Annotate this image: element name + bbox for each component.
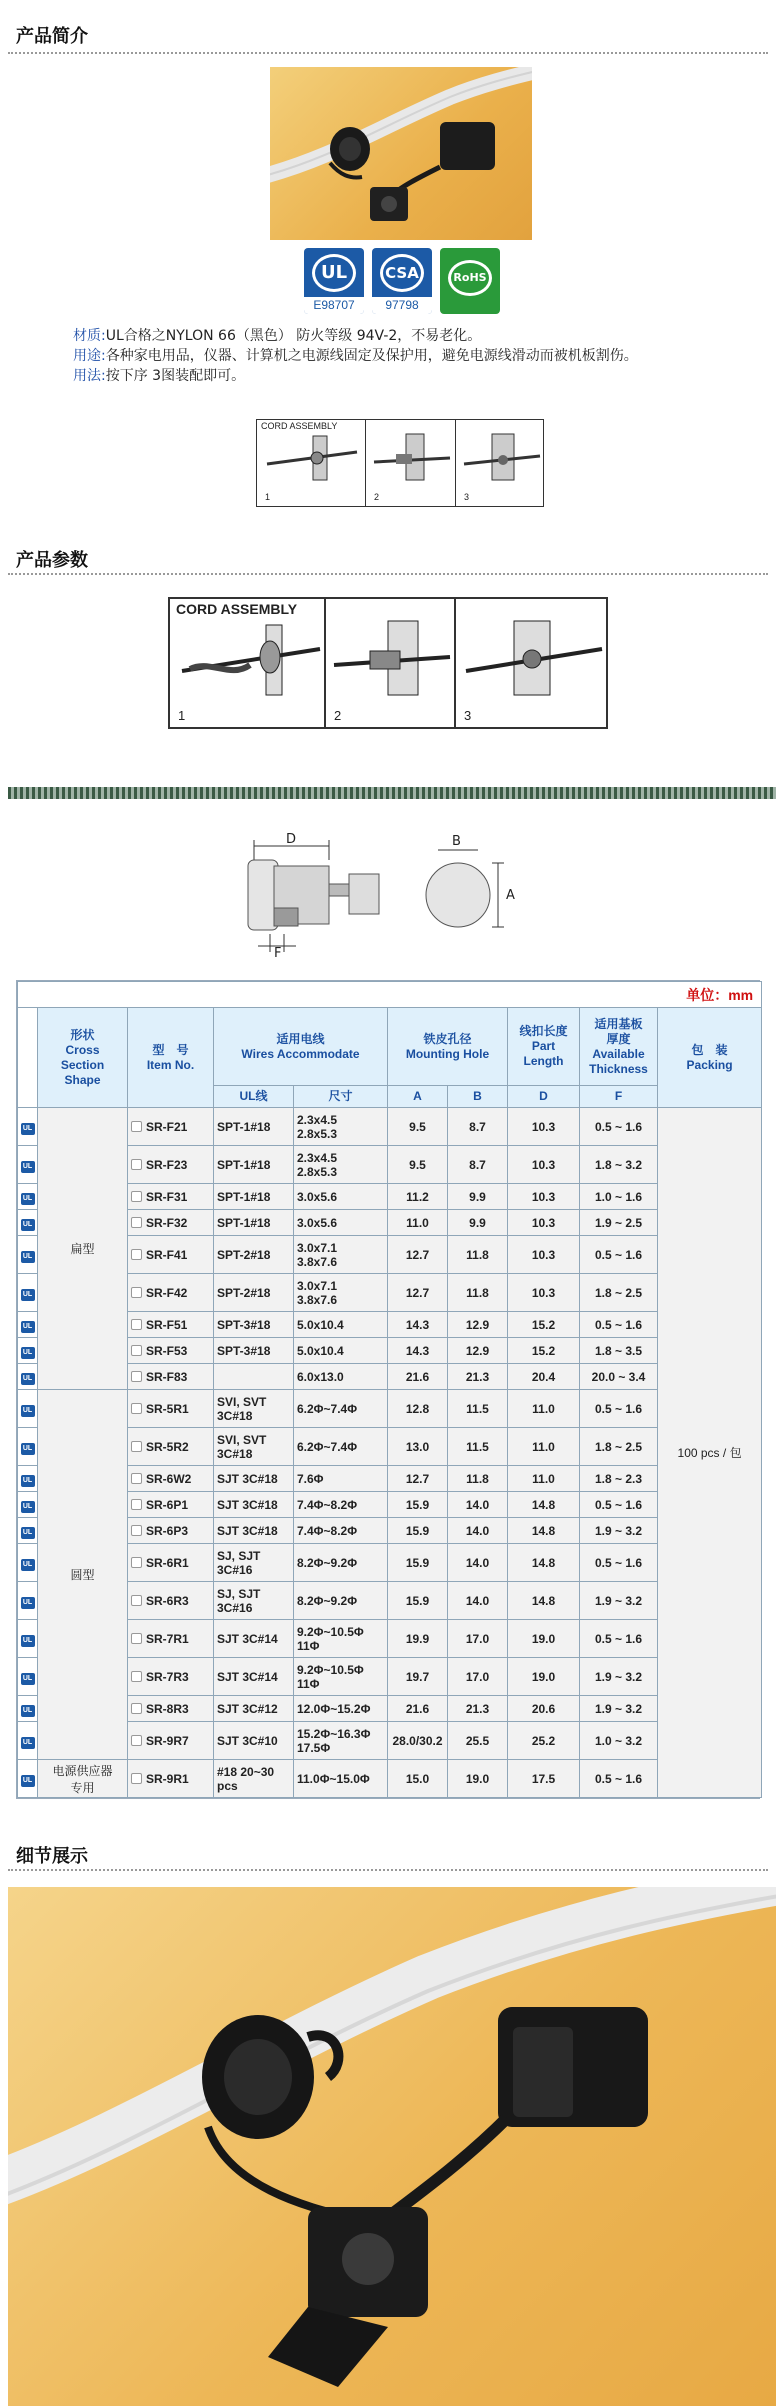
table-row: [18, 1620, 762, 1658]
cell-ul: SPT-1#18: [214, 1184, 294, 1210]
ul-row-icon: UL: [18, 1236, 38, 1274]
ul-row-icon: UL: [18, 1146, 38, 1184]
row-checkbox[interactable]: [131, 1403, 142, 1414]
cell-d: 25.2: [508, 1722, 580, 1760]
cell-a: 12.7: [388, 1236, 448, 1274]
row-checkbox[interactable]: [131, 1191, 142, 1202]
csa-logo-icon: CSA: [380, 254, 424, 292]
cell-f: 1.9 ~ 3.2: [580, 1518, 658, 1544]
cell-size: 3.0x7.1 3.8x7.6: [294, 1236, 388, 1274]
section-title-detail: 细节展示: [16, 1846, 88, 1867]
row-checkbox[interactable]: [131, 1773, 142, 1784]
cell-f: 1.8 ~ 2.5: [580, 1428, 658, 1466]
cell-b: 14.0: [448, 1544, 508, 1582]
cell-b: 25.5: [448, 1722, 508, 1760]
ul-logo-icon: UL: [312, 254, 356, 292]
cell-b: 14.0: [448, 1582, 508, 1620]
cell-item[interactable]: SR-9R7: [128, 1722, 214, 1760]
unit-label: 单位：mm: [18, 982, 762, 1008]
cell-d: 11.0: [508, 1428, 580, 1466]
row-checkbox[interactable]: [131, 1499, 142, 1510]
cell-d: 14.8: [508, 1544, 580, 1582]
cell-f: 0.5 ~ 1.6: [580, 1236, 658, 1274]
header-f: F: [580, 1086, 658, 1108]
row-checkbox[interactable]: [131, 1633, 142, 1644]
cell-shape: 电源供应器 专用: [38, 1760, 128, 1798]
ul-row-icon: UL: [18, 1184, 38, 1210]
cell-size: 6.0x13.0: [294, 1364, 388, 1390]
ul-row-icon: UL: [18, 1696, 38, 1722]
divider: [8, 52, 768, 54]
ul-row-icon: UL: [18, 1364, 38, 1390]
cell-item[interactable]: SR-F53: [128, 1338, 214, 1364]
table-row: [18, 1760, 762, 1798]
cell-b: 17.0: [448, 1620, 508, 1658]
ul-row-icon: UL: [18, 1274, 38, 1312]
row-checkbox[interactable]: [131, 1735, 142, 1746]
header-d: D: [508, 1086, 580, 1108]
cell-size: 2.3x4.5 2.8x5.3: [294, 1108, 388, 1146]
cell-f: 1.9 ~ 3.2: [580, 1658, 658, 1696]
cell-size: 3.0x5.6: [294, 1184, 388, 1210]
cell-item[interactable]: SR-6R1: [128, 1544, 214, 1582]
cell-a: 15.9: [388, 1518, 448, 1544]
cell-f: 1.0 ~ 3.2: [580, 1722, 658, 1760]
cell-b: 14.0: [448, 1518, 508, 1544]
cell-d: 17.5: [508, 1760, 580, 1798]
cell-a: 13.0: [388, 1428, 448, 1466]
cell-f: 1.9 ~ 3.2: [580, 1582, 658, 1620]
cell-size: 11.0Φ~15.0Φ: [294, 1760, 388, 1798]
ul-row-icon: UL: [18, 1428, 38, 1466]
csa-cert-number: 97798: [372, 297, 432, 314]
cell-d: 10.3: [508, 1108, 580, 1146]
cell-size: 7.4Φ~8.2Φ: [294, 1518, 388, 1544]
cell-ul: SJT 3C#18: [214, 1492, 294, 1518]
header-a: A: [388, 1086, 448, 1108]
cell-size: 3.0x7.1 3.8x7.6: [294, 1274, 388, 1312]
ul-row-icon: UL: [18, 1466, 38, 1492]
cell-item[interactable]: SR-6P1: [128, 1492, 214, 1518]
dim-label-b: B: [452, 834, 461, 849]
cell-size: 7.4Φ~8.2Φ: [294, 1492, 388, 1518]
cell-a: 19.9: [388, 1620, 448, 1658]
cell-ul: SJT 3C#18: [214, 1466, 294, 1492]
ul-row-icon: UL: [18, 1544, 38, 1582]
cell-ul: #18 20~30 pcs: [214, 1760, 294, 1798]
ul-row-icon: UL: [18, 1582, 38, 1620]
cell-ul: SVI, SVT 3C#18: [214, 1428, 294, 1466]
section-title-params: 产品参数: [16, 550, 88, 571]
cell-size: 6.2Φ~7.4Φ: [294, 1390, 388, 1428]
cell-item[interactable]: SR-6R3: [128, 1582, 214, 1620]
cell-size: 3.0x5.6: [294, 1210, 388, 1236]
cell-size: 2.3x4.5 2.8x5.3: [294, 1146, 388, 1184]
cell-ul: SJT 3C#14: [214, 1658, 294, 1696]
cell-ul: SPT-2#18: [214, 1274, 294, 1312]
ul-row-icon: UL: [18, 1210, 38, 1236]
cell-b: 12.9: [448, 1338, 508, 1364]
cell-b: 11.8: [448, 1466, 508, 1492]
cell-f: 0.5 ~ 1.6: [580, 1620, 658, 1658]
cell-d: 19.0: [508, 1620, 580, 1658]
row-checkbox[interactable]: [131, 1473, 142, 1484]
row-checkbox[interactable]: [131, 1557, 142, 1568]
cell-a: 15.9: [388, 1582, 448, 1620]
ul-row-icon: UL: [18, 1518, 38, 1544]
dim-label-a: A: [506, 888, 515, 903]
header-b: B: [448, 1086, 508, 1108]
table-row: [18, 1236, 762, 1274]
cell-ul: SVI, SVT 3C#18: [214, 1390, 294, 1428]
cell-d: 15.2: [508, 1338, 580, 1364]
cell-size: 5.0x10.4: [294, 1312, 388, 1338]
cell-ul: SJT 3C#14: [214, 1620, 294, 1658]
cell-item[interactable]: SR-7R1: [128, 1620, 214, 1658]
ul-row-icon: UL: [18, 1338, 38, 1364]
ul-row-icon: UL: [18, 1492, 38, 1518]
table-row: [18, 1274, 762, 1312]
cell-f: 1.8 ~ 2.3: [580, 1466, 658, 1492]
cell-f: 0.5 ~ 1.6: [580, 1108, 658, 1146]
cell-b: 12.9: [448, 1312, 508, 1338]
section-title-intro: 产品简介: [16, 26, 88, 47]
cell-a: 12.7: [388, 1466, 448, 1492]
cell-a: 11.2: [388, 1184, 448, 1210]
table-row: [18, 1184, 762, 1210]
cell-item[interactable]: SR-5R2: [128, 1428, 214, 1466]
cell-item[interactable]: SR-6W2: [128, 1466, 214, 1492]
cell-ul: SPT-2#18: [214, 1236, 294, 1274]
cell-d: 11.0: [508, 1390, 580, 1428]
cell-ul: [214, 1364, 294, 1390]
cell-a: 9.5: [388, 1146, 448, 1184]
cell-item[interactable]: SR-6P3: [128, 1518, 214, 1544]
cell-b: 11.8: [448, 1236, 508, 1274]
cell-f: 1.8 ~ 2.5: [580, 1274, 658, 1312]
cell-d: 20.6: [508, 1696, 580, 1722]
ul-row-icon: UL: [18, 1760, 38, 1798]
row-checkbox[interactable]: [131, 1121, 142, 1132]
row-checkbox[interactable]: [131, 1441, 142, 1452]
decorative-divider-bar: [8, 787, 776, 799]
cell-item[interactable]: SR-F83: [128, 1364, 214, 1390]
row-checkbox[interactable]: [131, 1345, 142, 1356]
cell-b: 21.3: [448, 1696, 508, 1722]
cell-b: 21.3: [448, 1364, 508, 1390]
cell-d: 14.8: [508, 1582, 580, 1620]
dimension-drawing: [244, 830, 524, 960]
header-thickness: 适用基板 厚度 Available Thickness: [580, 1008, 658, 1086]
cell-shape: 扁型: [38, 1108, 128, 1390]
table-row: [18, 1658, 762, 1696]
cell-b: 11.5: [448, 1428, 508, 1466]
cell-ul: SJ, SJT 3C#16: [214, 1582, 294, 1620]
cell-item[interactable]: SR-F31: [128, 1184, 214, 1210]
ul-cert-badge: [304, 248, 364, 314]
row-checkbox[interactable]: [131, 1671, 142, 1682]
cell-b: 11.5: [448, 1390, 508, 1428]
desc-method: 用法:按下序 3图装配即可。: [73, 368, 246, 384]
table-row: [18, 1722, 762, 1760]
row-checkbox[interactable]: [131, 1319, 142, 1330]
spec-table: [16, 980, 760, 1799]
row-checkbox[interactable]: [131, 1703, 142, 1714]
product-description: [73, 326, 638, 386]
table-row: [18, 1518, 762, 1544]
cell-d: 19.0: [508, 1658, 580, 1696]
desc-material: 材质:UL合格之NYLON 66（黑色） 防火等级 94V-2，不易老化。: [73, 328, 482, 344]
header-size: 尺寸: [294, 1086, 388, 1108]
ul-cert-number: E98707: [304, 297, 364, 314]
ul-row-icon: UL: [18, 1658, 38, 1696]
ul-row-icon: UL: [18, 1722, 38, 1760]
cell-item[interactable]: SR-5R1: [128, 1390, 214, 1428]
cell-size: 6.2Φ~7.4Φ: [294, 1428, 388, 1466]
row-checkbox[interactable]: [131, 1217, 142, 1228]
cell-d: 14.8: [508, 1518, 580, 1544]
table-row: [18, 1210, 762, 1236]
cell-b: 14.0: [448, 1492, 508, 1518]
cell-size: 12.0Φ~15.2Φ: [294, 1696, 388, 1722]
cell-item[interactable]: SR-9R1: [128, 1760, 214, 1798]
cell-f: 0.5 ~ 1.6: [580, 1312, 658, 1338]
desc-usage: 用途:各种家电用品，仪器、计算机之电源线固定及保护用，避免电源线滑动而被机板割伤。: [73, 348, 638, 364]
cell-a: 19.7: [388, 1658, 448, 1696]
cell-d: 10.3: [508, 1146, 580, 1184]
ul-row-icon: UL: [18, 1108, 38, 1146]
detail-photo: [8, 1887, 776, 2406]
table-row: [18, 1428, 762, 1466]
ul-row-icon: UL: [18, 1620, 38, 1658]
cell-ul: SJT 3C#18: [214, 1518, 294, 1544]
header-packing: 包 装 Packing: [658, 1008, 762, 1108]
cell-item[interactable]: SR-F42: [128, 1274, 214, 1312]
cell-f: 0.5 ~ 1.6: [580, 1760, 658, 1798]
cell-f: 20.0 ~ 3.4: [580, 1364, 658, 1390]
cell-shape: 圆型: [38, 1390, 128, 1760]
cell-item[interactable]: SR-F51: [128, 1312, 214, 1338]
header-length: 线扣长度 Part Length: [508, 1008, 580, 1086]
cell-a: 11.0: [388, 1210, 448, 1236]
row-checkbox[interactable]: [131, 1287, 142, 1298]
cell-size: 7.6Φ: [294, 1466, 388, 1492]
dim-label-f: F: [274, 946, 282, 961]
divider: [8, 1869, 768, 1871]
cell-f: 1.8 ~ 3.2: [580, 1146, 658, 1184]
cell-d: 10.3: [508, 1236, 580, 1274]
cell-f: 1.8 ~ 3.5: [580, 1338, 658, 1364]
cell-size: 9.2Φ~10.5Φ 11Φ: [294, 1658, 388, 1696]
rohs-cert-badge: [440, 248, 500, 314]
cell-item[interactable]: SR-7R3: [128, 1658, 214, 1696]
divider: [8, 573, 768, 575]
cord-assembly-large: CORD ASSEMBLY 1 2 3: [168, 597, 608, 729]
cord-assembly-header: CORD ASSEMBLY: [261, 421, 338, 431]
dim-label-d: D: [286, 832, 297, 847]
cell-a: 15.9: [388, 1492, 448, 1518]
cell-b: 8.7: [448, 1108, 508, 1146]
table-row: [18, 1338, 762, 1364]
cell-f: 1.9 ~ 2.5: [580, 1210, 658, 1236]
row-checkbox[interactable]: [131, 1525, 142, 1536]
cell-item[interactable]: SR-F23: [128, 1146, 214, 1184]
cell-size: 8.2Φ~9.2Φ: [294, 1582, 388, 1620]
table-row: [18, 1466, 762, 1492]
cell-ul: SJ, SJT 3C#16: [214, 1544, 294, 1582]
csa-cert-badge: [372, 248, 432, 314]
cell-a: 12.8: [388, 1390, 448, 1428]
header-shape: 形状 Cross Section Shape: [38, 1008, 128, 1108]
cell-a: 9.5: [388, 1108, 448, 1146]
header-ul: UL线: [214, 1086, 294, 1108]
cell-a: 12.7: [388, 1274, 448, 1312]
cell-d: 10.3: [508, 1184, 580, 1210]
cell-b: 17.0: [448, 1658, 508, 1696]
cell-d: 15.2: [508, 1312, 580, 1338]
table-row: [18, 1696, 762, 1722]
rohs-logo-icon: RoHS: [448, 260, 492, 296]
table-row: [18, 1108, 762, 1146]
table-row: [18, 1582, 762, 1620]
cell-size: 15.2Φ~16.3Φ 17.5Φ: [294, 1722, 388, 1760]
cell-f: 0.5 ~ 1.6: [580, 1544, 658, 1582]
cell-a: 15.9: [388, 1544, 448, 1582]
cell-f: 1.9 ~ 3.2: [580, 1696, 658, 1722]
cell-ul: SPT-1#18: [214, 1146, 294, 1184]
cell-f: 1.0 ~ 1.6: [580, 1184, 658, 1210]
row-checkbox[interactable]: [131, 1371, 142, 1382]
row-checkbox[interactable]: [131, 1159, 142, 1170]
cell-a: 21.6: [388, 1364, 448, 1390]
cell-item[interactable]: SR-F32: [128, 1210, 214, 1236]
cell-b: 11.8: [448, 1274, 508, 1312]
cell-b: 9.9: [448, 1184, 508, 1210]
table-row: [18, 1390, 762, 1428]
cell-size: 5.0x10.4: [294, 1338, 388, 1364]
cell-ul: SPT-3#18: [214, 1312, 294, 1338]
cord-assembly-small: CORD ASSEMBLY 1 2 3: [256, 419, 544, 507]
cell-f: 0.5 ~ 1.6: [580, 1492, 658, 1518]
cell-d: 20.4: [508, 1364, 580, 1390]
cell-a: 15.0: [388, 1760, 448, 1798]
cell-ul: SPT-1#18: [214, 1108, 294, 1146]
cell-item[interactable]: SR-F21: [128, 1108, 214, 1146]
cell-a: 14.3: [388, 1312, 448, 1338]
cell-item[interactable]: SR-8R3: [128, 1696, 214, 1722]
row-checkbox[interactable]: [131, 1595, 142, 1606]
cell-item[interactable]: SR-F41: [128, 1236, 214, 1274]
cell-d: 10.3: [508, 1210, 580, 1236]
cell-b: 9.9: [448, 1210, 508, 1236]
cell-f: 0.5 ~ 1.6: [580, 1390, 658, 1428]
cell-b: 8.7: [448, 1146, 508, 1184]
cell-d: 11.0: [508, 1466, 580, 1492]
product-photo: [270, 67, 532, 240]
header-item: 型 号 Item No.: [128, 1008, 214, 1108]
cell-size: 9.2Φ~10.5Φ 11Φ: [294, 1620, 388, 1658]
table-row: [18, 1146, 762, 1184]
row-checkbox[interactable]: [131, 1249, 142, 1260]
table-row: [18, 1492, 762, 1518]
cell-b: 19.0: [448, 1760, 508, 1798]
ul-row-icon: UL: [18, 1312, 38, 1338]
header-hole: 铁皮孔径 Mounting Hole: [388, 1008, 508, 1086]
cell-d: 14.8: [508, 1492, 580, 1518]
table-row: [18, 1312, 762, 1338]
cell-size: 8.2Φ~9.2Φ: [294, 1544, 388, 1582]
cell-ul: SPT-1#18: [214, 1210, 294, 1236]
cell-a: 28.0/30.2: [388, 1722, 448, 1760]
table-row: [18, 1364, 762, 1390]
cell-d: 10.3: [508, 1274, 580, 1312]
cell-packing: 100 pcs / 包: [658, 1108, 762, 1798]
certification-badges: [304, 248, 500, 314]
cell-ul: SJT 3C#12: [214, 1696, 294, 1722]
cell-a: 14.3: [388, 1338, 448, 1364]
header-wires: 适用电线 Wires Accommodate: [214, 1008, 388, 1086]
ul-row-icon: UL: [18, 1390, 38, 1428]
cell-ul: SJT 3C#10: [214, 1722, 294, 1760]
cell-ul: SPT-3#18: [214, 1338, 294, 1364]
table-row: [18, 1544, 762, 1582]
cell-a: 21.6: [388, 1696, 448, 1722]
